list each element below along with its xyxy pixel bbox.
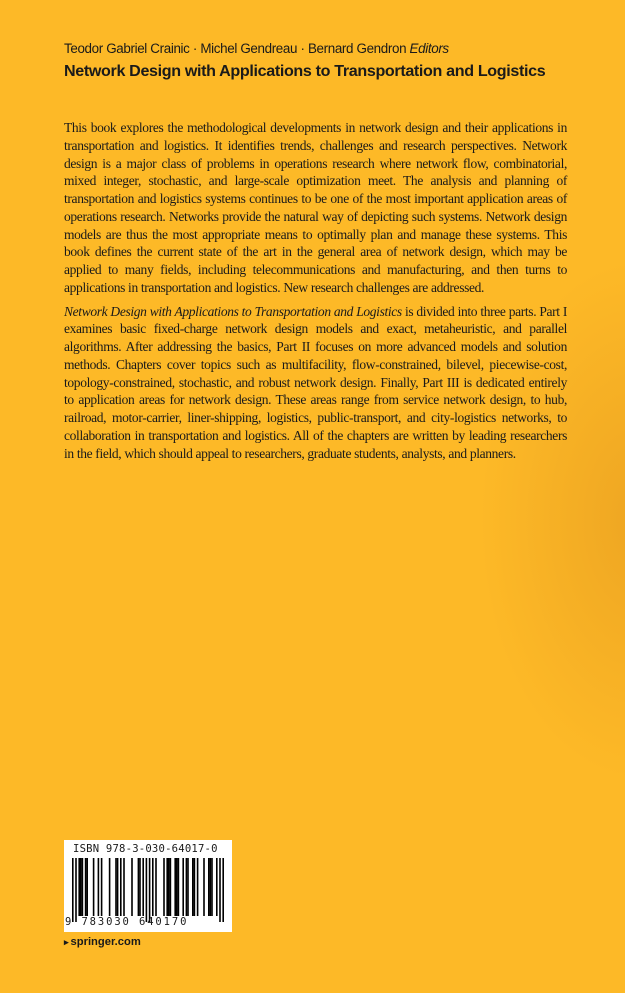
barcode-bar (101, 858, 103, 916)
barcode-icon (72, 858, 224, 922)
barcode-bar (208, 858, 210, 916)
editors-role: Editors (409, 41, 449, 56)
barcode-bar (138, 858, 140, 916)
barcode-bar (166, 858, 168, 916)
description-book-title: Network Design with Applications to Transportation and Logistics (64, 303, 402, 319)
barcode-bar (120, 858, 122, 916)
barcode-bar (142, 858, 144, 916)
barcode-bar (82, 858, 84, 916)
barcode-bar (75, 858, 77, 922)
editors-line (64, 41, 584, 56)
barcode-bar (109, 858, 111, 916)
barcode-bar (123, 858, 125, 916)
barcode-bar (93, 858, 95, 916)
barcode-bar (155, 858, 157, 916)
editor-names: Teodor Gabriel Crainic · Michel Gendreau · Bernard Gendron (64, 41, 407, 56)
isbn-label: ISBN 978-3-030-64017-0 (73, 843, 218, 855)
barcode-bar (194, 858, 196, 916)
barcode-bar (163, 858, 165, 916)
barcode-bar (197, 858, 199, 916)
barcode-bar (152, 858, 154, 916)
barcode-bar (203, 858, 205, 916)
barcode-bar (131, 858, 133, 916)
barcode-bar (168, 858, 170, 916)
barcode-bar (80, 858, 82, 916)
book-title: Network Design with Applications to Transportation and Logistics (64, 62, 546, 80)
barcode-bar (176, 858, 178, 916)
publisher-url: springer.com (70, 936, 141, 948)
barcode-bar (86, 858, 88, 916)
barcode-bar (178, 858, 180, 916)
barcode-bar (117, 858, 119, 916)
barcode-bar (222, 858, 224, 922)
barcode-bar (78, 858, 80, 916)
barcode-bar (149, 858, 151, 922)
barcode-bar (187, 858, 189, 916)
book-description (64, 119, 567, 462)
description-paragraph-1: This book explores the methodological developments in network design and their applications in transportation and logistics. It identifies trends, challenges and research perspectives. Network design is a major class of problems in operations research where network flow, combinatorial, mixed integer, stochastic, and large-scale optimization meet. The analysis and planning of transportation and logistics systems continues to be one of the most important application areas of operations research. Networks provide the natural way of depicting such systems. Network design models are thus the most appropriate means to optimally plan and manage these systems. This book defines the current state of the art in the general area of network design, which may be applied to many fields, including telecommunications and manufacturing, and then turns to applications in transportation and logistics. New research challenges are addressed. (64, 120, 567, 295)
barcode-bar (72, 858, 74, 922)
barcode-box (64, 840, 232, 932)
barcode-bar (216, 858, 218, 916)
barcode-bar (219, 858, 221, 922)
barcode-bar (192, 858, 194, 916)
barcode-bar (98, 858, 100, 916)
description-paragraph-2 (64, 303, 567, 463)
ean-digits: 9 783030 640170 (65, 916, 189, 928)
barcode-bar (174, 858, 176, 916)
barcode-bar (146, 858, 148, 922)
barcode-bar (186, 858, 188, 916)
barcode-bar (139, 858, 141, 916)
barcode-bar (115, 858, 117, 916)
publisher-link[interactable] (64, 936, 141, 948)
arrow-right-icon: ▸ (64, 937, 69, 947)
barcode-bar (85, 858, 87, 916)
barcode-bar (211, 858, 213, 916)
description-paragraph-2-text: is divided into three parts. Part I examines basic fixed-charge network design models and exact, metaheuristic, and parallel algorithms. After addressing the basics, Part II focuses on more advanced models and solution methods. Chapters cover topics such as multifacility, flow-constrained, bilevel, piecewise-cost, topology-constrained, stochastic, and robust network design. Finally, Part III is dedicated entirely to application areas for network design. These areas range from service network design, to hub, railroad, motor-carrier, liner-shipping, logistics, public-transport, and city-logistics networks, to collaboration in transportation and logistics. All of the chapters are written by leading researchers in the field, which should appeal to researchers, graduate students, analysts, and planners. (64, 303, 567, 461)
barcode-bar (170, 858, 172, 916)
barcode-bar (182, 858, 184, 916)
barcode-bar (210, 858, 212, 916)
